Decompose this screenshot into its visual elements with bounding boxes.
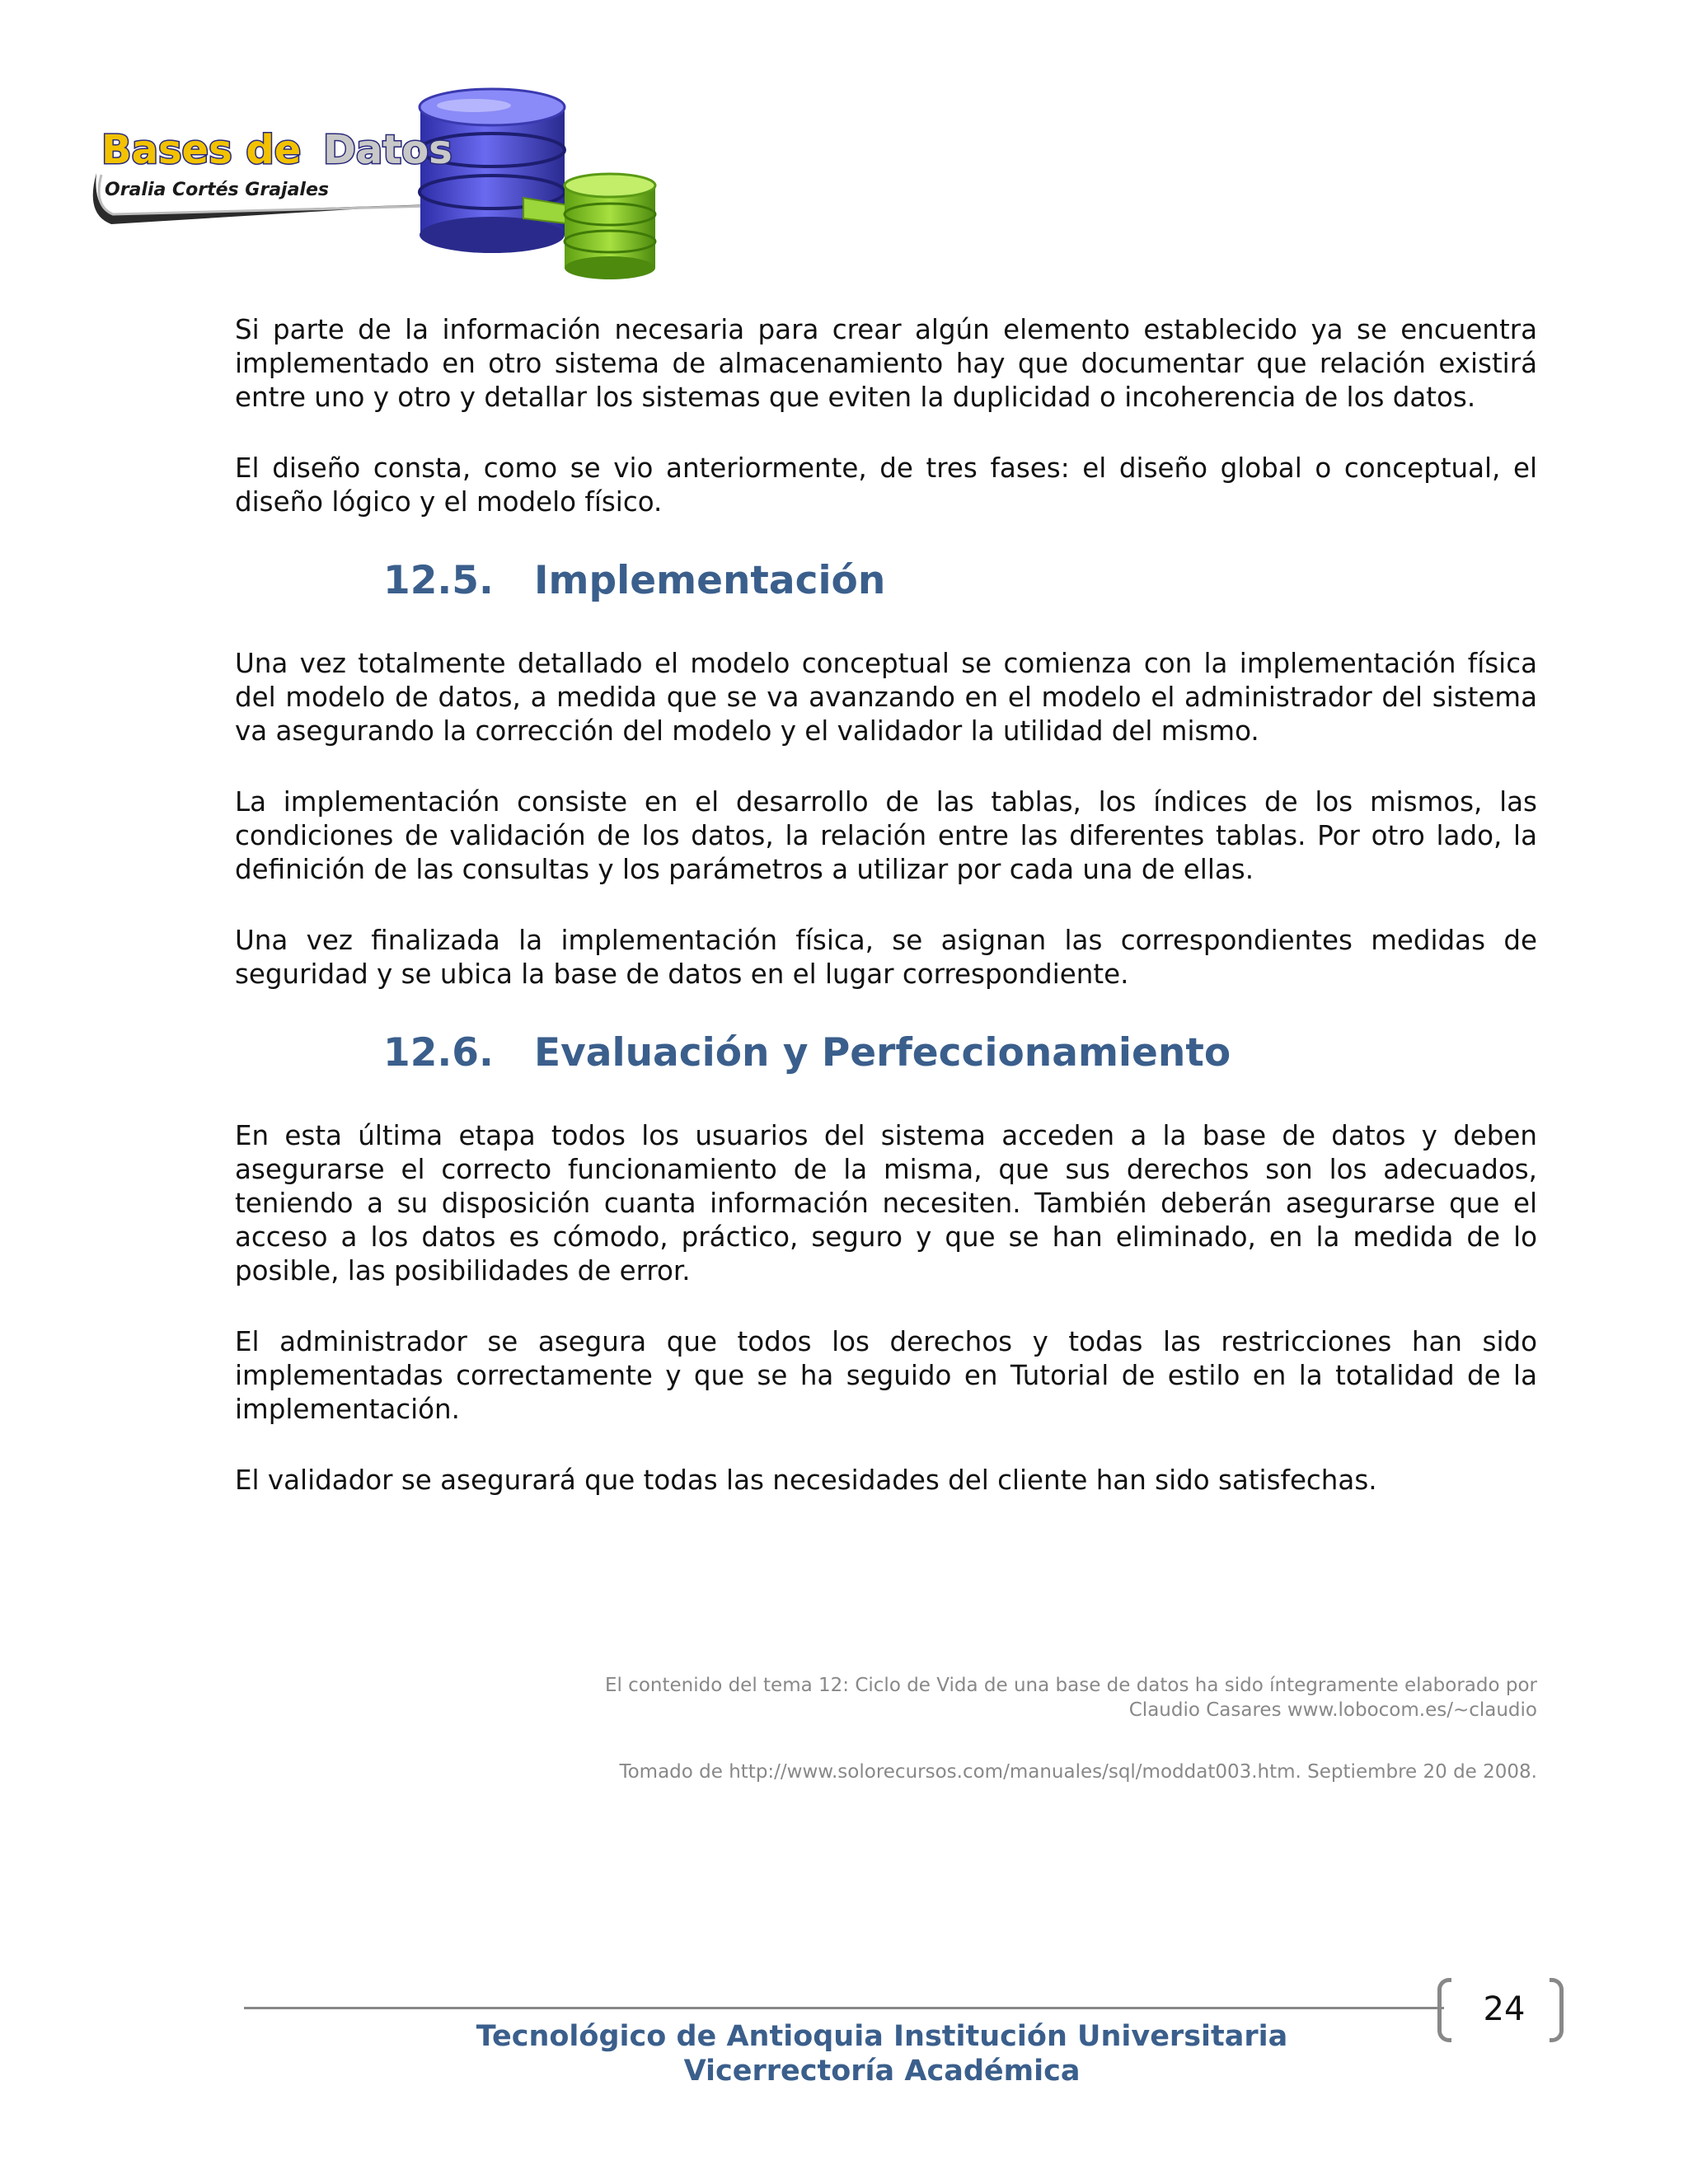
paragraph: El administrador se asegura que todos los derechos y todas las restricciones han sido implementadas correctamente y que se ha seguido en Tutorial de estilo en la totalidad de la implementación.: [235, 1326, 1537, 1425]
section-title: Evaluación y Perfeccionamiento: [534, 1030, 1231, 1076]
paragraph: Una vez totalmente detallado el modelo conceptual se comienza con la implementación física del modelo de datos, a medida que se va avanzando en el modelo el administrador del sistema va asegurando la corrección del modelo y el validador la utilidad del mismo.: [235, 648, 1537, 747]
footer-institution: [330, 2019, 1434, 2088]
logo-title-part1: Bases de: [101, 127, 302, 173]
credit-line-1: El contenido del tema 12: Ciclo de Vida de una base de datos ha sido íntegramente elaborado por: [604, 1675, 1537, 1696]
department-name: Vicerrectoría Académica: [683, 2055, 1081, 2088]
logo-title-part2: Datos: [323, 127, 452, 173]
document-body: [235, 313, 1537, 1535]
page-bracket-left: [1437, 1978, 1451, 2042]
page-number: 24: [1483, 1990, 1526, 2028]
section-number: 12.5.: [383, 558, 494, 603]
credit-note: [495, 1673, 1537, 1722]
section-heading-12-6: [383, 1029, 1537, 1078]
section-title: Implementación: [534, 558, 886, 603]
paragraph: Una vez finalizada la implementación física, se asignan las correspondientes medidas de seguridad y se ubica la base de datos en el lugar correspondiente.: [235, 925, 1537, 990]
footer-divider: [244, 2007, 1444, 2009]
source-note: Tomado de http://www.solorecursos.com/manuales/sql/moddat003.htm. Septiembre 20 de 2008.: [619, 1761, 1537, 1783]
paragraph: Si parte de la información necesaria para crear algún elemento establecido ya se encuentra implementado en otro sistema de almacenamiento hay que documentar que relación existirá entre uno y otro y detallar los sistemas que eviten la duplicidad o incoherencia de los datos.: [235, 314, 1537, 413]
paragraph: En esta última etapa todos los usuarios del sistema acceden a la base de datos y deben asegurarse el correcto funcionamiento de la misma, que sus derechos son los adecuados, teniendo a su disposición cuanta información necesiten. También deberán asegurarse que el acceso a los datos es cómodo, práctico, seguro y que se han eliminado, en la medida de lo posible, las posibilidades de error.: [235, 1120, 1537, 1286]
header-logo: [78, 82, 672, 280]
paragraph: El validador se asegurará que todas las necesidades del cliente han sido satisfechas.: [235, 1465, 1377, 1496]
institution-name: Tecnológico de Antioquia Institución Universitaria: [476, 2020, 1288, 2053]
credit-line-2: Claudio Casares www.lobocom.es/~claudio: [1128, 1699, 1537, 1721]
section-number: 12.6.: [383, 1030, 494, 1076]
logo-author: Oralia Cortés Grajales: [105, 180, 329, 200]
logo-title: [101, 127, 452, 173]
source-notes: [495, 1673, 1537, 1821]
section-heading-12-5: [383, 556, 1537, 606]
paragraph: La implementación consiste en el desarrollo de las tablas, los índices de los mismos, las condiciones de validación de los datos, la relación entre las diferentes tablas. Por otro lado, la definición de las consultas y los parámetros a utilizar por cada una de ellas.: [235, 786, 1537, 885]
database-green-icon: [565, 174, 655, 279]
paragraph: El diseño consta, como se vio anteriormente, de tres fases: el diseño global o conceptual, el diseño lógico y el modelo físico.: [235, 452, 1537, 518]
